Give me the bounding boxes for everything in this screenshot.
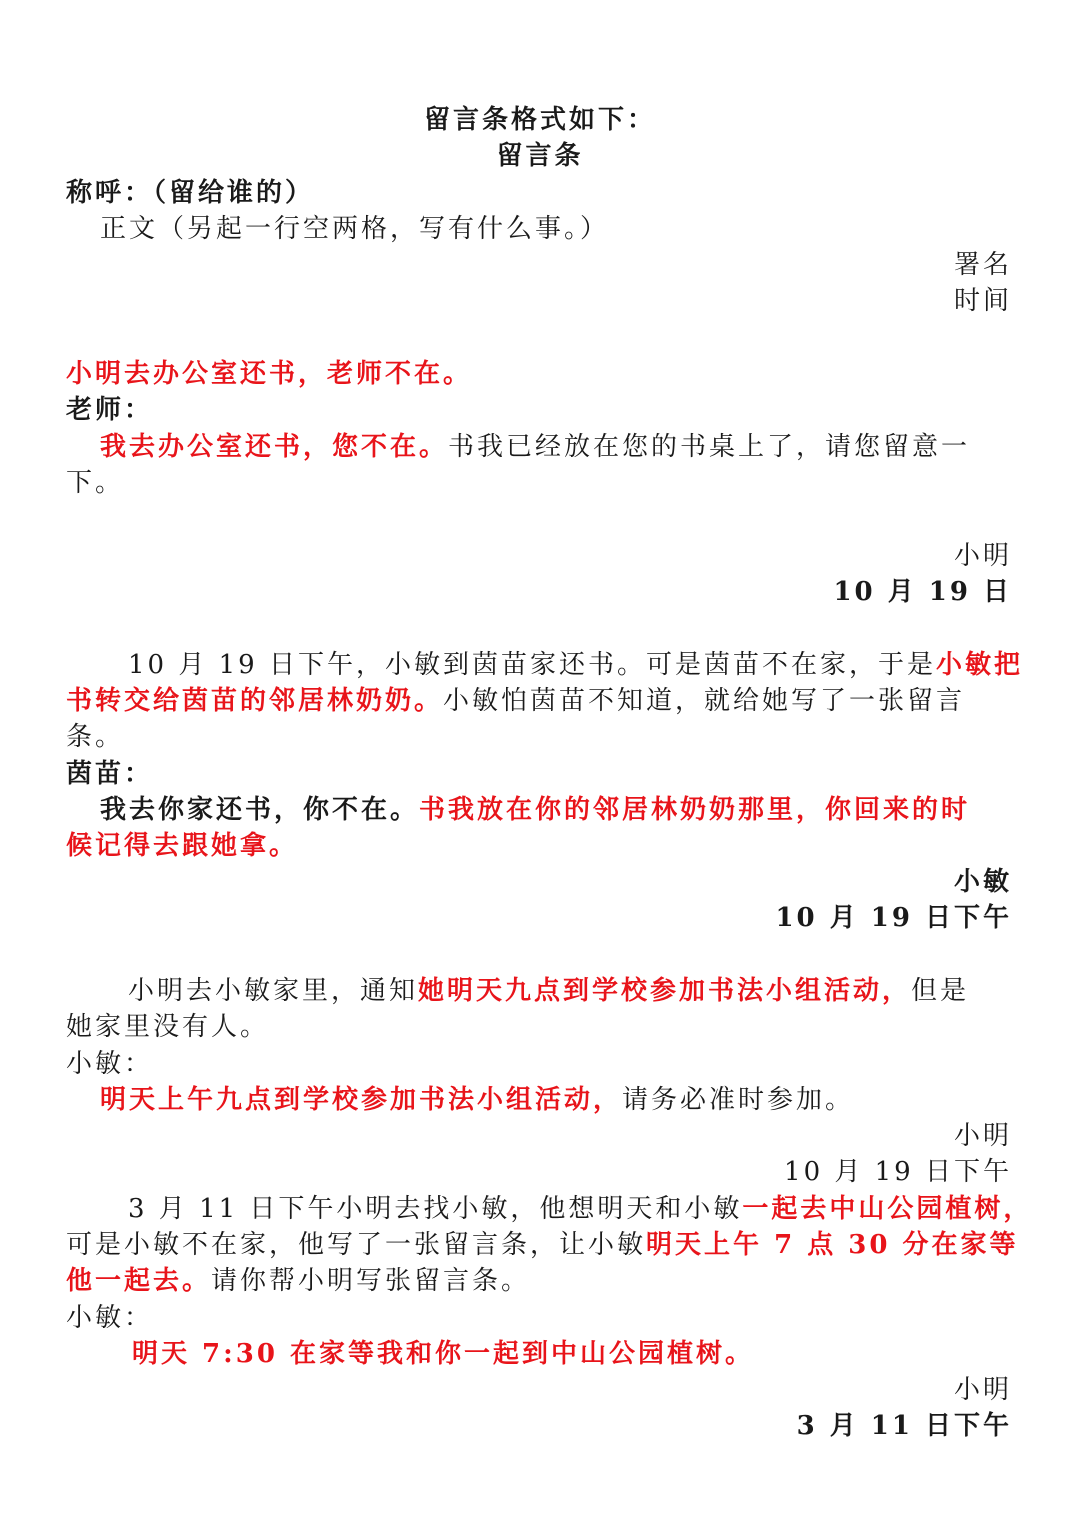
- format-title: 留言条: [496, 141, 584, 171]
- example3-salutation: 小敏：: [66, 1049, 154, 1079]
- example4-scenario-text: 3 月 11 日下午小明去找小敏，他想明天和小敏: [128, 1194, 743, 1224]
- example4-scenario-text3: 请你帮小明写张留言条。: [211, 1266, 531, 1296]
- format-salutation: 称呼：（留给谁的）: [66, 178, 315, 208]
- example4-scenario-highlight3: 他一起去。: [66, 1266, 212, 1296]
- example4-body: 明天 7:30 在家等我和你一起到中山公园植树。: [132, 1339, 754, 1369]
- example3-scenario-highlight: 她明天九点到学校参加书法小组活动，: [418, 976, 912, 1006]
- example3-date: 10 月 19 日下午: [784, 1157, 1012, 1187]
- example1-date: 10 月 19 日: [833, 577, 1012, 607]
- example1-body: [100, 429, 1012, 465]
- example3-scenario-line1: [128, 973, 1012, 1009]
- example2-scenario-text: 10 月 19 日下午，小敏到茵苗家还书。可是茵苗不在家，于是: [128, 650, 936, 680]
- example1-salutation: 老师：: [66, 395, 154, 425]
- example3-scenario-line2: 她家里没有人。: [66, 1012, 270, 1042]
- example2-scenario-line3: 条。: [66, 722, 125, 752]
- example3-body-highlight: 明天上午九点到学校参加书法小组活动，: [100, 1085, 623, 1115]
- example2-body-line2: 候记得去跟她拿。: [66, 831, 299, 861]
- example2-signature: 小敏: [953, 867, 1012, 897]
- example1-body-line2: 下。: [66, 468, 125, 498]
- example2-body-text: 我去你家还书，你不在。: [100, 795, 420, 825]
- example2-scenario-highlight: 小敏把: [935, 650, 1023, 680]
- example2-scenario-line2: [66, 683, 1012, 719]
- example3-signature: 小明: [953, 1121, 1012, 1151]
- example2-date: 10 月 19 日下午: [775, 903, 1012, 933]
- example1-body-highlight: 我去办公室还书，您不在。: [100, 432, 449, 462]
- example3-scenario-text: 小明去小敏家里，通知: [128, 976, 419, 1006]
- example4-scenario-line2: [66, 1227, 1019, 1263]
- example2-salutation: 茵苗：: [66, 759, 154, 789]
- example4-scenario-highlight2: 明天上午 7 点 30 分在家等: [646, 1230, 1019, 1260]
- example2-body-highlight: 书我放在你的邻居林奶奶那里，你回来的时: [419, 795, 971, 825]
- format-signature: 署名: [953, 250, 1012, 280]
- example1-body-text: 书我已经放在您的书桌上了，请您留意一: [448, 432, 971, 462]
- example4-scenario-line1: [128, 1191, 1033, 1227]
- format-heading: 留言条格式如下：: [423, 105, 656, 135]
- example1-scenario: 小明去办公室还书，老师不在。: [66, 359, 473, 389]
- example2-body: [100, 792, 1012, 828]
- example3-body-text: 请务必准时参加。: [622, 1085, 855, 1115]
- example3-body: [100, 1082, 1012, 1118]
- example4-scenario-highlight: 一起去中山公园植树，: [742, 1194, 1033, 1224]
- example4-scenario-text2: 可是小敏不在家，他写了一张留言条，让小敏: [66, 1230, 647, 1260]
- example4-signature: 小明: [953, 1375, 1012, 1405]
- example4-salutation: 小敏：: [66, 1303, 154, 1333]
- format-body: 正文（另起一行空两格，写有什么事。）: [100, 214, 610, 244]
- example2-scenario-highlight2: 书转交给茵苗的邻居林奶奶。: [66, 686, 444, 716]
- example4-date: 3 月 11 日下午: [796, 1411, 1012, 1441]
- example1-signature: 小明: [953, 541, 1012, 571]
- format-time: 时间: [953, 286, 1012, 316]
- example2-scenario-text2: 小敏怕茵苗不知道，就给她写了一张留言: [443, 686, 966, 716]
- example3-scenario-tail: 但是: [911, 976, 970, 1006]
- example4-scenario-line3: [66, 1263, 1012, 1299]
- example2-scenario-line1: [128, 647, 1023, 683]
